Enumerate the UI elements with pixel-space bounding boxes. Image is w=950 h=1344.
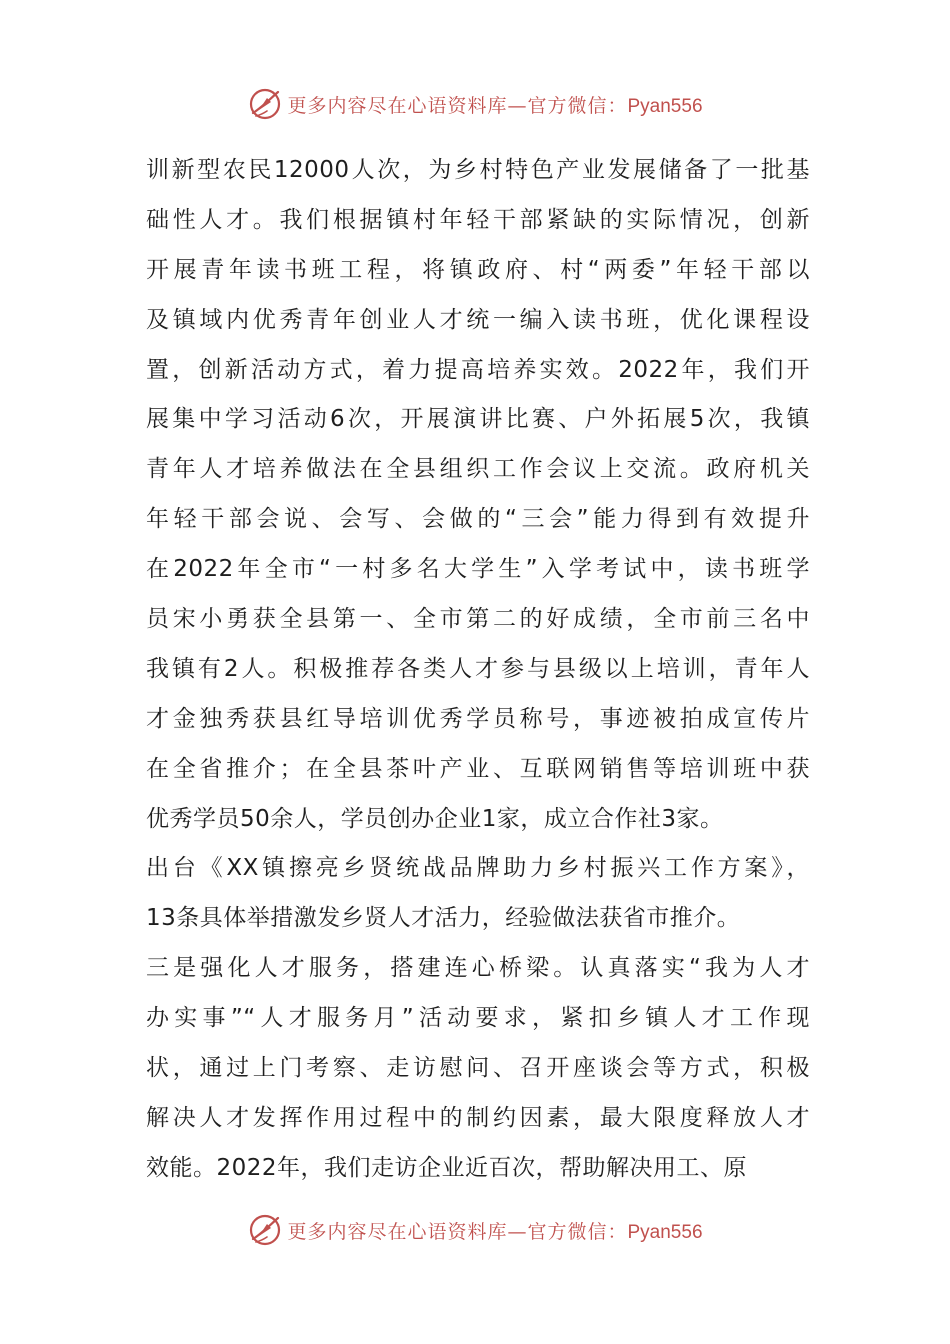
header-banner [0,82,950,126]
paragraph-line: 13条具体举措激发乡贤人才活力，经验做法获省市推介。 [146,905,741,932]
paragraph-line: 状，通过上门考察、走访慰问、召开座谈会等方式，积极 [146,1055,810,1082]
document-body [146,146,810,1194]
header-wechat-id: Pyan556 [627,95,703,117]
paragraph-line: 置，创新活动方式，着力提高培养实效。2022年，我们开 [146,356,810,383]
paragraph-line: 才金独秀获县红导培训优秀学员称号，事迹被拍成宣传片 [146,705,810,732]
paragraph-line: 展集中学习活动6次，开展演讲比赛、户外拓展5次，我镇 [146,406,810,433]
paragraph-line: 础性人才。我们根据镇村年轻干部紧缺的实际情况，创新 [146,206,810,233]
paragraph-line: 效能。2022年，我们走访企业近百次，帮助解决用工、原 [146,1154,748,1181]
paragraph-line: 及镇域内优秀青年创业人才统一编入读书班，优化课程设 [146,306,810,333]
paragraph-line: 训新型农民12000人次，为乡村特色产业发展储备了一批基 [146,157,810,183]
paragraph-line: 年轻干部会说、会写、会做的“三会”能力得到有效提升 [146,506,810,533]
paragraph-line: 三是强化人才服务，搭建连心桥梁。认真落实“我为人才 [146,955,810,982]
pen-seal-icon [247,1212,283,1248]
pen-seal-icon [247,86,283,122]
footer-text [287,1217,702,1244]
footer-slogan: 更多内容尽在心语资料库—官方微信： [287,1220,628,1243]
paragraph-line: 出台《XX镇擦亮乡贤统战品牌助力乡村振兴工作方案》， [146,855,810,882]
header-text [287,91,702,118]
paragraph-line: 解决人才发挥作用过程中的制约因素，最大限度释放人才 [146,1104,810,1131]
paragraph-line: 在2022年全市“一村多名大学生”入学考试中，读书班学 [146,556,810,583]
paragraph-line: 优秀学员50余人，学员创办企业1家，成立合作社3家。 [146,805,724,832]
paragraph-line: 开展青年读书班工程，将镇政府、村“两委”年轻干部以 [146,256,810,283]
paragraph-line: 青年人才培养做法在全县组织工作会议上交流。政府机关 [146,456,810,483]
paragraph-line: 在全省推介；在全县茶叶产业、互联网销售等培训班中获 [146,755,810,782]
paragraph-line: 办实事”“人才服务月”活动要求，紧扣乡镇人才工作现 [146,1005,810,1032]
paragraph-line: 我镇有2人。积极推荐各类人才参与县级以上培训，青年人 [146,655,810,682]
paragraph-line: 员宋小勇获全县第一、全市第二的好成绩，全市前三名中 [146,606,810,633]
footer-wechat-id: Pyan556 [627,1221,703,1243]
footer-banner [0,1208,950,1252]
header-slogan: 更多内容尽在心语资料库—官方微信： [287,94,628,117]
